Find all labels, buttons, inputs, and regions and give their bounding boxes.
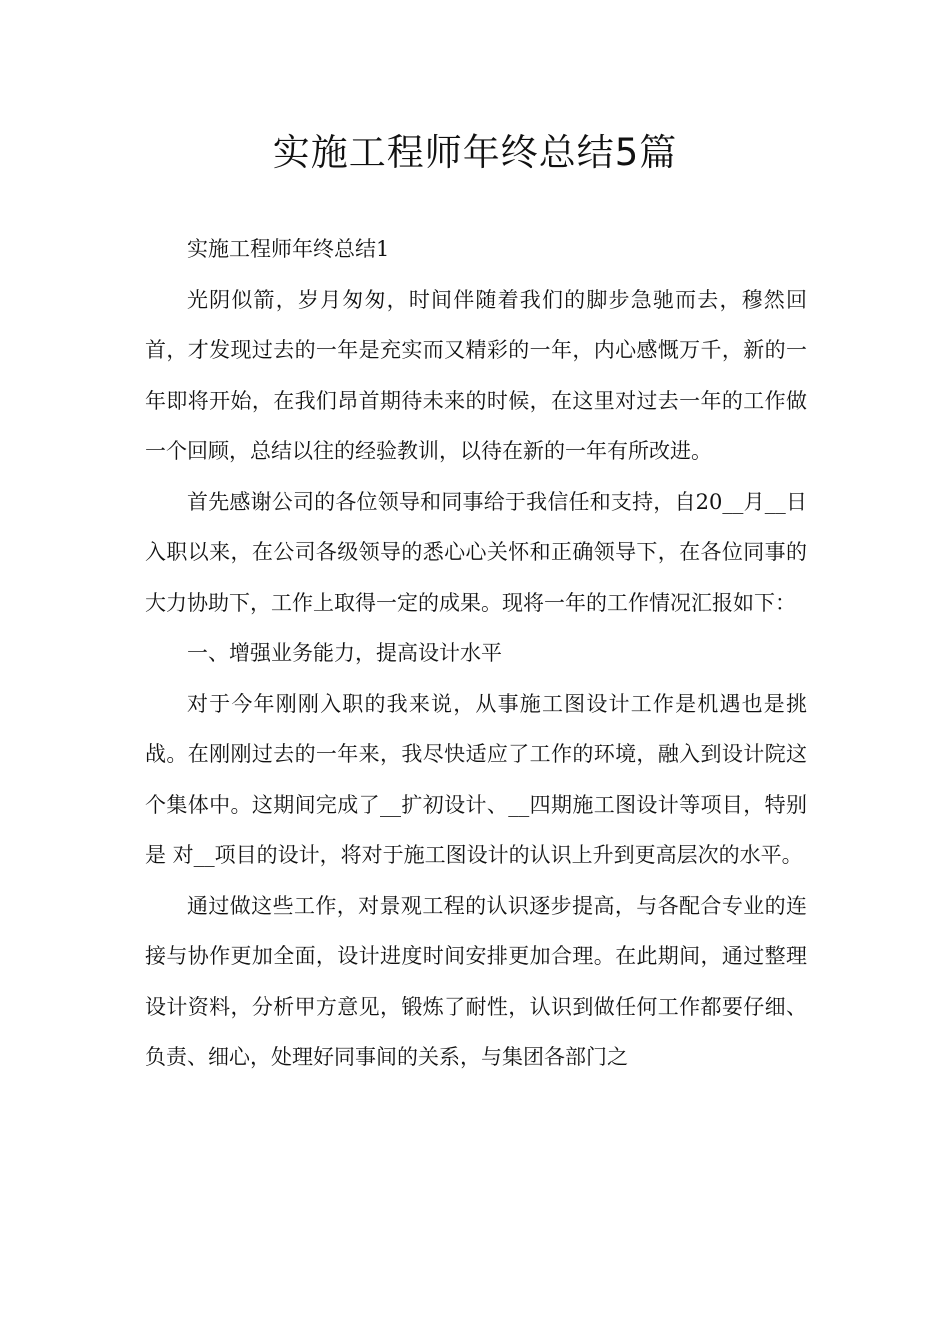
document-body (145, 224, 807, 1083)
section-heading: 实施工程师年终总结1 (187, 237, 390, 261)
subsection-heading: 一、增强业务能力，提高设计水平 (187, 641, 502, 665)
paragraph: 对于今年刚刚入职的我来说，从事施工图设计工作是机遇也是挑战。在刚刚过去的一年来，我尽快适应了工作的环境，融入到设计院这个集体中。这期间完成了__扩初设计、__四期施工图设计等项目，特别是 对__项目的设计，将对于施工图设计的认识上升到更高层次的水平。 (145, 691, 807, 867)
document-title: 实施工程师年终总结5篇 (272, 131, 678, 174)
paragraph: 首先感谢公司的各位领导和同事给于我信任和支持，自20__月__日入职以来，在公司各级领导的悉心心关怀和正确领导下，在各位同事的大力协助下，工作上取得一定的成果。现将一年的工作情况汇报如下： (145, 489, 807, 615)
paragraph: 通过做这些工作，对景观工程的认识逐步提高，与各配合专业的连接与协作更加全面，设计进度时间安排更加合理。在此期间，通过整理设计资料，分析甲方意见，锻炼了耐性，认识到做任何工作都要仔细、负责、细心，处理好同事间的关系，与集团各部门之 (145, 893, 807, 1069)
paragraph: 光阴似箭，岁月匆匆，时间伴随着我们的脚步急驰而去，穆然回首，才发现过去的一年是充实而又精彩的一年，内心感慨万千，新的一年即将开始，在我们昂首期待未来的时候，在这里对过去一年的工作做一个回顾，总结以往的经验教训，以待在新的一年有所改进。 (145, 287, 807, 463)
